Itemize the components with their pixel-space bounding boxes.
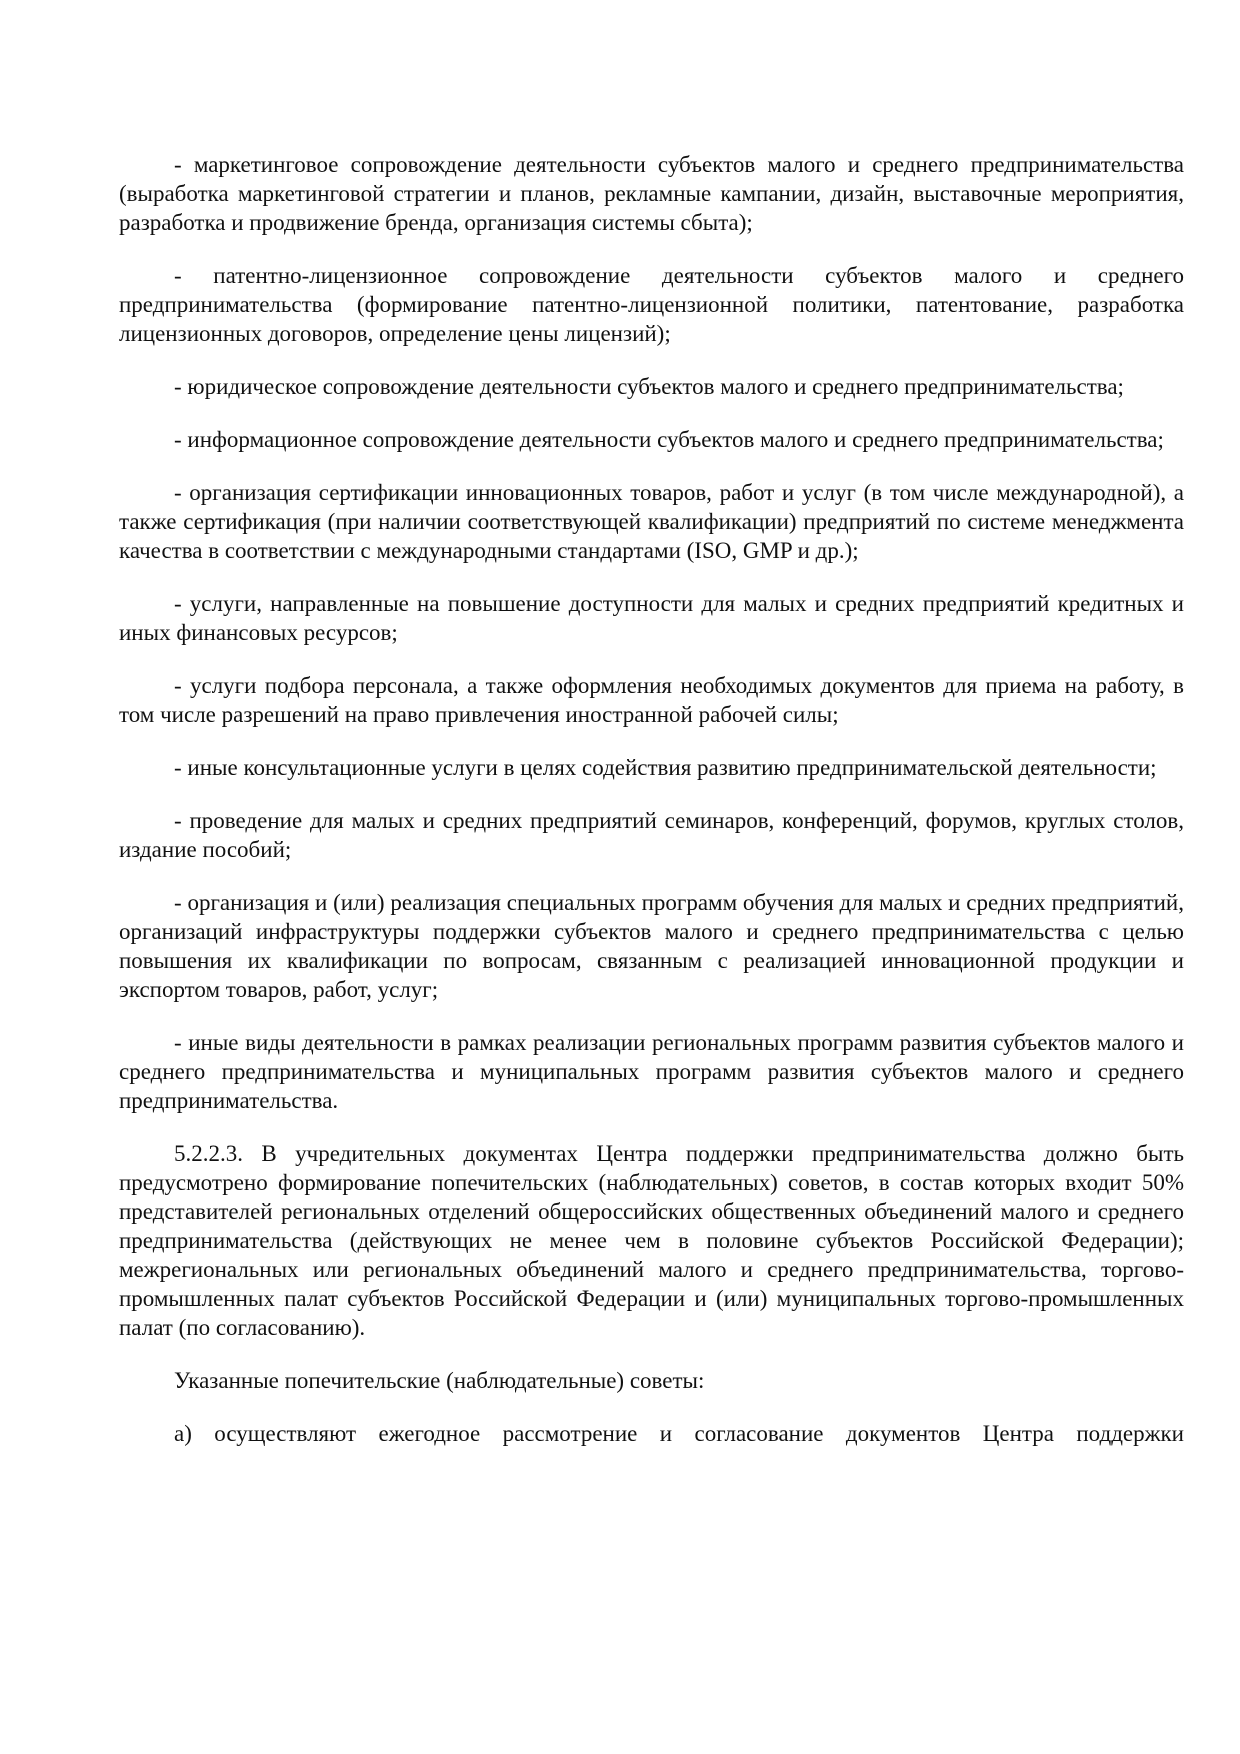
paragraph-legal: - юридическое сопровождение деятельности субъектов малого и среднего предпринимательства; bbox=[174, 374, 1124, 399]
paragraph-information: - информационное сопровождение деятельности субъектов малого и среднего предпринимательства; bbox=[174, 427, 1164, 452]
paragraph-marketing: - маркетинговое сопровождение деятельности субъектов малого и среднего предпринимательства (выработка маркетинговой стратегии и планов, рекламные кампании, дизайн, выставочные мероприятия, разработка и продвижение бренда, организация системы сбыта); bbox=[119, 152, 1184, 235]
paragraph-other-activities: - иные виды деятельности в рамках реализации региональных программ развития субъектов малого и среднего предпринимательства и муниципальных программ развития субъектов малого и среднего предпринимательства. bbox=[119, 1030, 1184, 1113]
paragraph-councils-intro: Указанные попечительские (наблюдательные) советы: bbox=[174, 1368, 705, 1393]
paragraph-consulting: - иные консультационные услуги в целях содействия развитию предпринимательской деятельности; bbox=[174, 755, 1157, 780]
paragraph-seminars: - проведение для малых и средних предприятий семинаров, конференций, форумов, круглых столов, издание пособий; bbox=[119, 808, 1184, 862]
paragraph-item-a: а) осуществляют ежегодное рассмотрение и согласование документов Центра поддержки bbox=[174, 1421, 1184, 1446]
paragraph-personnel: - услуги подбора персонала, а также оформления необходимых документов для приема на работу, в том числе разрешений на право привлечения иностранной рабочей силы; bbox=[119, 673, 1184, 727]
paragraph-training: - организация и (или) реализация специальных программ обучения для малых и средних предприятий, организаций инфраструктуры поддержки субъектов малого и среднего предпринимательства с целью повышения их квалификации по вопросам, связанным с реализацией инновационной продукции и экспортом товаров, работ, услуг; bbox=[119, 890, 1184, 1002]
paragraph-certification: - организация сертификации инновационных товаров, работ и услуг (в том числе международной), а также сертификация (при наличии соответствующей квалификации) предприятий по системе менеджмента качества в соответствии с международными стандартами (ISO, GMP и др.); bbox=[119, 480, 1184, 563]
paragraph-5-2-2-3: 5.2.2.3. В учредительных документах Центра поддержки предпринимательства должно быть предусмотрено формирование попечительских (наблюдательных) советов, в состав которых входит 50% представителей региональных отделений общероссийских общественных объединений малого и среднего предпринимательства (действующих не менее чем в половине субъектов Российской Федерации); межрегиональных или региональных объединений малого и среднего предпринимательства, торгово-промышленных палат субъектов Российской Федерации и (или) муниципальных торгово-промышленных палат (по согласованию). bbox=[119, 1141, 1184, 1340]
paragraph-patent: - патентно-лицензионное сопровождение деятельности субъектов малого и среднего предпринимательства (формирование патентно-лицензионной политики, патентование, разработка лицензионных договоров, определение цены лицензий); bbox=[119, 263, 1184, 346]
document-page bbox=[119, 150, 1184, 1472]
paragraph-finance: - услуги, направленные на повышение доступности для малых и средних предприятий кредитных и иных финансовых ресурсов; bbox=[119, 591, 1184, 645]
